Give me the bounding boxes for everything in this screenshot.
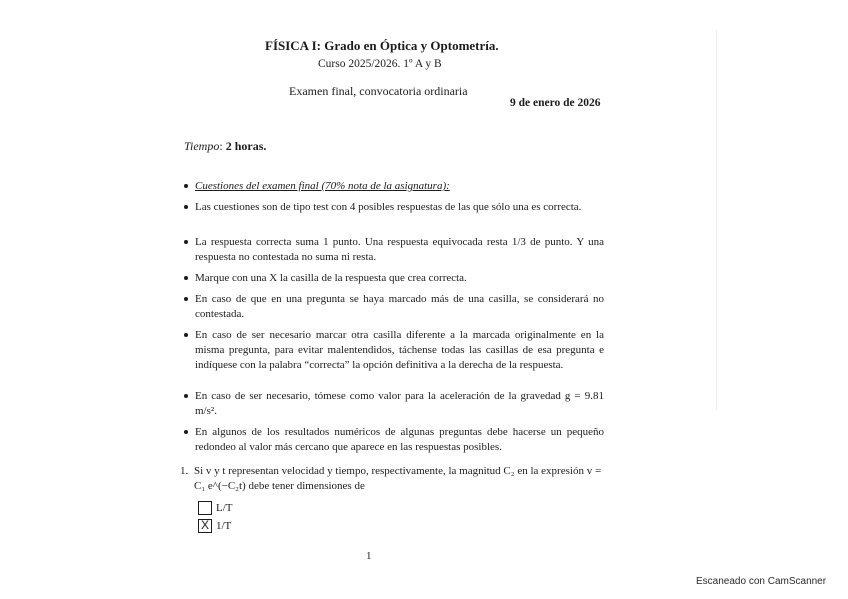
time-value: 2 horas. [225, 139, 267, 153]
question-1 [180, 464, 604, 494]
bullet-icon [184, 184, 188, 188]
instruction-text: En caso de que en una pregunta se haya marcado más de una casilla, se considerará no contestada. [195, 293, 604, 320]
bullet-icon [184, 430, 188, 434]
instruction-text: En algunos de los resultados numéricos de algunas preguntas debe hacerse un pequeño redondeo al valor más cercano que aparece en las respuestas posibles. [195, 426, 604, 453]
instruction-text: La respuesta correcta suma 1 punto. Una respuesta equivocada resta 1/3 de punto. Y una respuesta no contestada no suma ni resta. [195, 236, 604, 263]
exam-date: 9 de enero de 2026 [510, 97, 601, 109]
answer-label: 1/T [216, 520, 232, 532]
checkbox-mark: X [200, 518, 209, 533]
bullet-icon [184, 394, 188, 398]
instruction-item [184, 292, 604, 322]
question-number: 1. [180, 465, 189, 477]
page-edge-shadow [716, 30, 717, 410]
exam-name: Examen final, convocatoria ordinaria [289, 84, 468, 98]
instruction-item [184, 271, 604, 286]
instructions-heading [184, 179, 604, 194]
bullet-icon [184, 297, 188, 301]
time-label: Tiempo [184, 139, 220, 153]
instruction-item [184, 425, 604, 455]
instruction-item [184, 200, 604, 215]
bullet-icon [184, 333, 188, 337]
answer-option[interactable] [198, 519, 231, 533]
answer-checkbox[interactable] [198, 501, 212, 515]
instruction-item [184, 328, 604, 373]
instruction-item [184, 389, 604, 419]
instruction-text: Las cuestiones son de tipo test con 4 posibles respuestas de las que sólo una es correcta. [195, 201, 582, 213]
answer-checkbox[interactable] [198, 519, 212, 533]
bullet-icon [184, 276, 188, 280]
time-allowed: Tiempo: 2 horas. [184, 139, 267, 153]
answer-option[interactable] [198, 501, 233, 515]
instruction-item [184, 235, 604, 265]
question-text: Si v y t representan velocidad y tiempo, respectivamente, la magnitud C₂ en la expresión v = C₁ e^(−C₂t) debe tener dimensiones de [194, 465, 602, 492]
page-number: 1 [366, 550, 372, 562]
instruction-text: Marque con una X la casilla de la respuesta que crea correcta. [195, 272, 467, 284]
course-line: Curso 2025/2026. 1º A y B [318, 58, 442, 70]
scanner-watermark: Escaneado con CamScanner [696, 576, 827, 587]
document-title: FÍSICA I: Grado en Óptica y Optometría. [265, 38, 499, 53]
bullet-icon [184, 205, 188, 209]
bullet-icon [184, 240, 188, 244]
instructions-heading-text: Cuestiones del examen final (70% nota de la asignatura): [195, 180, 450, 192]
answer-label: L/T [216, 502, 233, 514]
instruction-text: En caso de ser necesario, tómese como valor para la aceleración de la gravedad g = 9.81 m/s². [195, 390, 604, 417]
instruction-text: En caso de ser necesario marcar otra casilla diferente a la marcada originalmente en la misma pregunta, para evitar malentendidos, táchense todas las casillas de esa pregunta e indíquese con la palabra “correcta” la opción definitiva a la derecha de la respuesta. [195, 329, 604, 371]
